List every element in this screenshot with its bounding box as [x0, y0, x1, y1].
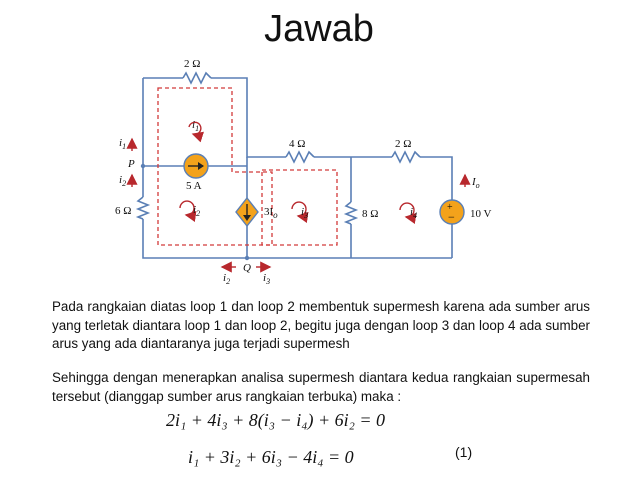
label-r-right: 2 Ω — [395, 138, 412, 150]
label-dependent-source: $3I_o$ — [264, 206, 278, 220]
node-p-dot — [141, 164, 145, 168]
svg-text:−: − — [448, 210, 455, 224]
dependent-current-source — [236, 198, 258, 226]
slide-title: Jawab — [264, 8, 374, 50]
equation-number: (1) — [455, 444, 473, 460]
resistor-top-2ohm — [183, 73, 211, 83]
label-i2-left: $i_2$ — [119, 174, 127, 188]
voltage-source-10v — [440, 200, 464, 224]
label-r-center: 8 Ω — [362, 208, 379, 220]
current-source-5a — [184, 154, 208, 178]
explanation-paragraph-1: Pada rangkaian diatas loop 1 dan loop 2 membentuk supermesh karena ada sumber arus yang terletak diantara loop 1 dan loop 2, begitu juga dengan loop 3 dan loop 4 ada sumber arus yang ada diantaranya juga terjadi supermesh — [52, 299, 590, 352]
label-r-top: 2 Ω — [184, 58, 201, 70]
label-node-q: Q — [243, 262, 251, 274]
circuit-diagram — [0, 55, 638, 295]
label-i1-left: $i_1$ — [119, 137, 127, 151]
resistor-right-2ohm — [392, 152, 420, 162]
label-node-p: P — [128, 158, 135, 170]
label-i2-mesh: $i_2$ — [193, 204, 201, 218]
equation-1: 2i₁ + 4i₃ + 8(i₃ − i₄) + 6i₂ = 0 — [166, 410, 386, 430]
explanation-paragraph-2: Sehingga dengan menerapkan analisa supermesh diantara kedua rangkaian supermesah tersebut (dianggap sumber arus rangkaian terbuka) maka : — [52, 370, 590, 404]
resistors — [138, 73, 420, 224]
svg-text:+: + — [447, 202, 453, 213]
equation-2: i₁ + 3i₂ + 6i₃ − 4i₄ = 0 — [188, 447, 354, 467]
label-i1-mesh: $i_1$ — [192, 119, 200, 133]
node-q-dot — [245, 256, 249, 260]
label-i4-mesh: $i_4$ — [410, 206, 418, 220]
resistor-center-8ohm — [346, 202, 356, 224]
label-current-source: 5 A — [186, 180, 202, 192]
label-r-mid: 4 Ω — [289, 138, 306, 150]
label-i3-mesh: $i_3$ — [301, 206, 309, 220]
resistor-left-6ohm — [138, 197, 148, 219]
label-current-io: $I_o$ — [472, 176, 480, 190]
label-r-left: 6 Ω — [115, 205, 132, 217]
resistor-mid-4ohm — [286, 152, 314, 162]
label-voltage-source: 10 V — [470, 208, 492, 220]
label-i3-bottom: $i_3$ — [263, 272, 271, 286]
label-i2-bottom: $i_2$ — [223, 272, 231, 286]
